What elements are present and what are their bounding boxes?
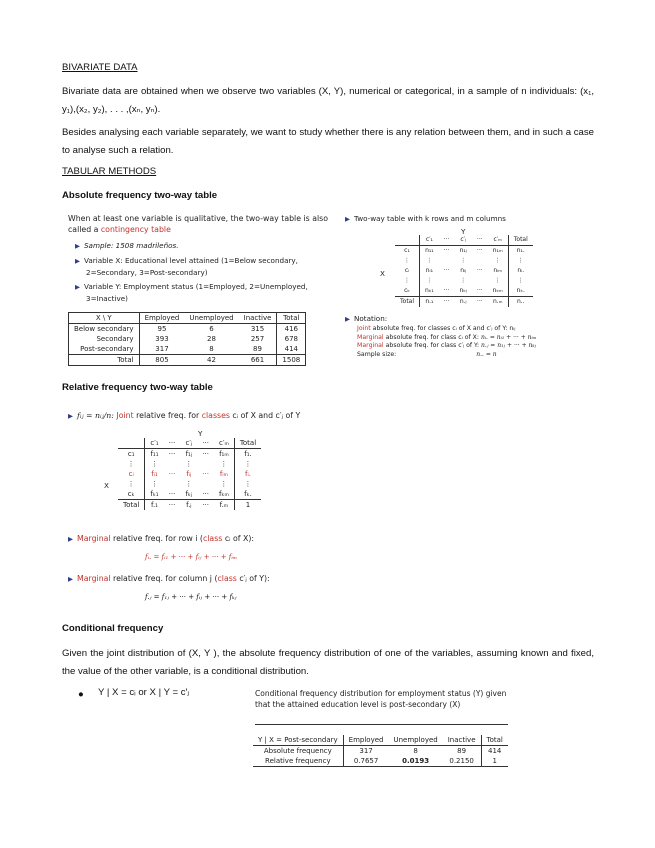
marginal-col-freq: ▶ Marginal relative freq. for column j (class c′ⱼ of Y):	[68, 574, 270, 583]
table-row-total: Total 805 42 661 1508	[69, 355, 306, 366]
table-row: Secondary 393 28 257 678	[69, 334, 306, 344]
conditional-header-row	[253, 735, 508, 746]
intro-paragraph-2: Besides analysing each variable separately, we want to study whether there is any relation between them, and in such a case to analyse such a relation.	[62, 127, 594, 156]
table-row: ⋮ ⋮ ⋮ ⋮ ⋮	[395, 256, 533, 266]
bullet-variable-x: ▶ Variable X: Educational level attained (1=Below secondary,	[75, 256, 298, 265]
notation-sample-size: Sample size: n.. = n	[357, 350, 497, 358]
header-cell: Y | X = Post-secondary	[258, 736, 338, 744]
tabular-methods-heading: TABULAR METHODS	[62, 166, 157, 177]
notation-label: ▶ Notation:	[345, 314, 388, 323]
triangle-bullet-icon: ▶	[68, 575, 73, 583]
table-row-total: Total n.₁ ··· n.ⱼ ··· n.ₘ n..	[395, 297, 533, 308]
triangle-bullet-icon: ▶	[345, 215, 350, 223]
triangle-bullet-icon: ▶	[68, 412, 73, 420]
y-label: Y	[461, 227, 466, 236]
table-row-total: Total f.₁ ··· f.ⱼ ··· f.ₘ 1	[118, 500, 261, 511]
general-header-row: c′₁ ··· c′ⱼ ··· c′ₘ Total	[395, 235, 533, 246]
conditional-paragraph: Given the joint distribution of (X, Y ), the absolute frequency distribution of one of the variables, assuming known and fixed, the value of the other variable, is a conditional distribution.	[62, 648, 594, 677]
conditional-top-rule	[255, 724, 508, 725]
two-way-caption: ▶ Two-way table with k rows and m columns	[345, 214, 506, 223]
triangle-bullet-icon: ▶	[75, 257, 80, 265]
conditional-caption: Conditional frequency distribution for employment status (Y) given that the attained education level is post-secondary (X)	[255, 689, 507, 709]
contingency-line-1: When at least one variable is qualitative, the two-way table is also	[68, 214, 328, 223]
triangle-bullet-icon: ▶	[75, 242, 80, 250]
notation-marginal-x: Marginal absolute freq. for class cᵢ of X: nᵢ. = nᵢ₁ + ··· + nᵢₘ	[357, 333, 537, 341]
contingency-intro	[68, 213, 338, 235]
header-cell: Inactive	[243, 314, 272, 322]
bullet-variable-y: ▶ Variable Y: Employment status (1=Employed, 2=Unemployed,	[75, 282, 308, 291]
header-cell: Employed	[343, 735, 388, 746]
header-cell: Unemployed	[189, 314, 234, 322]
joint-relative-freq: ▶ fᵢⱼ = nᵢⱼ/n: Joint relative freq. for classes cᵢ of X and c′ⱼ of Y	[68, 411, 301, 420]
bullet-variable-y-cont: 3=Inactive)	[86, 294, 128, 303]
x-label: X	[380, 269, 385, 278]
table-row: Absolute frequency 317 8 89 414	[253, 746, 508, 757]
triangle-bullet-icon: ▶	[75, 283, 80, 291]
table-row: cₖ fₖ₁ ··· fₖⱼ ··· fₖₘ fₖ.	[118, 489, 261, 500]
table-row: cₖ nₖ₁ ··· nₖⱼ ··· nₖₘ nₖ.	[395, 286, 533, 297]
contingency-table	[68, 312, 306, 366]
header-cell: Total	[277, 313, 306, 324]
marginal-col-formula: f.ⱼ = f₁ⱼ + ··· + fᵢⱼ + ··· + fₖⱼ	[145, 593, 237, 601]
table-row: Post-secondary 317 8 89 414	[69, 344, 306, 355]
conditional-bullet: Y | X = cᵢ or X | Y = c′ⱼ	[98, 687, 190, 698]
table-row: ⋮ ⋮ ⋮ ⋮ ⋮	[118, 459, 261, 469]
bullet-sample: ▶ Sample: 1508 madrileños.	[75, 241, 179, 250]
table-row: ⋮ ⋮ ⋮ ⋮ ⋮	[395, 276, 533, 286]
marginal-row-formula: fᵢ. = fᵢ₁ + ··· + fᵢⱼ + ··· + fᵢₘ	[145, 553, 238, 561]
triangle-bullet-icon: ▶	[345, 315, 350, 323]
header-cell: X \ Y	[95, 314, 112, 322]
marginal-row-freq: ▶ Marginal relative freq. for row i (class cᵢ of X):	[68, 534, 254, 543]
triangle-bullet-icon: ▶	[68, 535, 73, 543]
relative-frequency-heading: Relative frequency two-way table	[62, 382, 213, 393]
conditional-table	[253, 735, 508, 767]
table-row: Relative frequency 0.7657 0.0193 0.2150 1	[253, 756, 508, 767]
table-row: ⋮ ⋮ ⋮ ⋮ ⋮	[118, 479, 261, 489]
rel-x-label: X	[104, 481, 109, 490]
table-row: cᵢ nᵢ₁ ··· nᵢⱼ ··· nᵢₘ nᵢ.	[395, 266, 533, 276]
general-two-way-table	[395, 235, 533, 307]
header-cell: Employed	[139, 313, 184, 324]
page-title: BIVARIATE DATA	[62, 62, 138, 73]
conditional-frequency-heading: Conditional frequency	[62, 623, 164, 634]
relative-two-way-table	[118, 438, 261, 510]
header-cell: Total	[481, 735, 508, 746]
contingency-table-term: contingency table	[100, 225, 171, 234]
contingency-line-2: called a contingency table	[68, 225, 171, 234]
intro-paragraph: Bivariate data are obtained when we observe two variables (X, Y), numerical or categorical, in a sample of n individuals: (x₁, y₁),(x₂, y₂), . . . ,(xₙ, yₙ).	[62, 86, 594, 115]
bullet-variable-x-cont: 2=Secondary, 3=Post-secondary)	[86, 268, 208, 277]
rel-y-label: Y	[198, 429, 203, 438]
notation-joint: Joint absolute freq. for classes cᵢ of X and c′ⱼ of Y: nᵢⱼ	[357, 325, 516, 332]
notation-list	[357, 325, 536, 359]
header-cell: Unemployed	[393, 736, 438, 744]
bullet-dot-icon: ●	[78, 689, 84, 700]
table-row-highlight: cᵢ fᵢ₁ ··· fᵢⱼ ··· fᵢₘ fᵢ.	[118, 469, 261, 479]
table-row: Below secondary 95 6 315 416	[69, 324, 306, 335]
contingency-header-row	[69, 313, 306, 324]
header-cell: Inactive	[447, 736, 476, 744]
sample-bullets	[75, 240, 345, 304]
table-row: c₁ n₁₁ ··· n₁ⱼ ··· n₁ₘ n₁.	[395, 246, 533, 257]
table-row: c₁ f₁₁ ··· f₁ⱼ ··· f₁ₘ f₁.	[118, 449, 261, 460]
rel-header-row: c′₁ ··· c′ⱼ ··· c′ₘ Total	[118, 438, 261, 449]
notation-marginal-y: Marginal absolute freq. for class c′ⱼ of Y: n.ⱼ = n₁ⱼ + ··· + nₖⱼ	[357, 342, 537, 350]
absolute-frequency-heading: Absolute frequency two-way table	[62, 190, 218, 201]
